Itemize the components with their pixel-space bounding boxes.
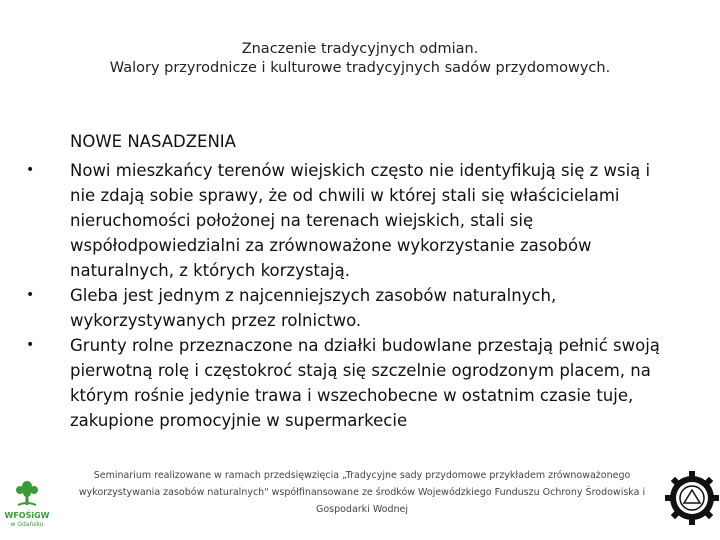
- footer-note: [62, 467, 662, 518]
- list-item: [26, 283, 670, 333]
- footer-line-3: Gospodarki Wodnej: [315, 504, 409, 515]
- wfosigw-logo-icon: [2, 478, 52, 528]
- bullet-text: Gleba jest jednym z najcenniejszych zasobów naturalnych, wykorzystywanych przez rolnictwo.: [70, 286, 557, 330]
- bullet-icon: •: [26, 287, 35, 303]
- list-item: [26, 158, 670, 283]
- logo-text-1: WFOŚiGW: [4, 511, 50, 520]
- gear-emblem-icon: [664, 470, 720, 526]
- bullet-icon: •: [26, 337, 35, 353]
- section-heading: NOWE NASADZENIA: [70, 132, 236, 151]
- bullet-text: Grunty rolne przeznaczone na działki budowlane przestają pełnić swoją pierwotną rolę i częstokroć stają się szczelnie ogrodzonym placem, na którym rośnie jedynie trawa i wszechobecne w ostatnim czasie tuje, zakupione promocyjnie w supermarkecie: [70, 336, 660, 430]
- footer-line-2: wykorzystywania zasobów naturalnych" współfinansowane ze środków Wojewódzkiego Funduszu Ochrony Środowiska i: [78, 487, 646, 498]
- bullet-icon: •: [26, 162, 35, 178]
- title-line-2: Walory przyrodnicze i kulturowe tradycyjnych sadów przydomowych.: [109, 60, 611, 76]
- slide-title: [0, 40, 720, 78]
- bullet-list: [26, 158, 670, 433]
- bullet-text: Nowi mieszkańcy terenów wiejskich często nie identyfikują się z wsią i nie zdają sobie sprawy, że od chwili w której stali się właścicielami nieruchomości położonej na terenach wiejskich, stali się współodpowiedzialni za zrównoważone wykorzystanie zasobów naturalnych, z których korzystają.: [70, 161, 651, 280]
- title-line-1: Znaczenie tradycyjnych odmian.: [241, 41, 479, 57]
- list-item: [26, 333, 670, 433]
- logo-text-2: w Gdańsku: [10, 521, 44, 528]
- footer-line-1: Seminarium realizowane w ramach przedsięwzięcia „Tradycyjne sady przydomowe przykładem zrównoważonego: [93, 470, 631, 481]
